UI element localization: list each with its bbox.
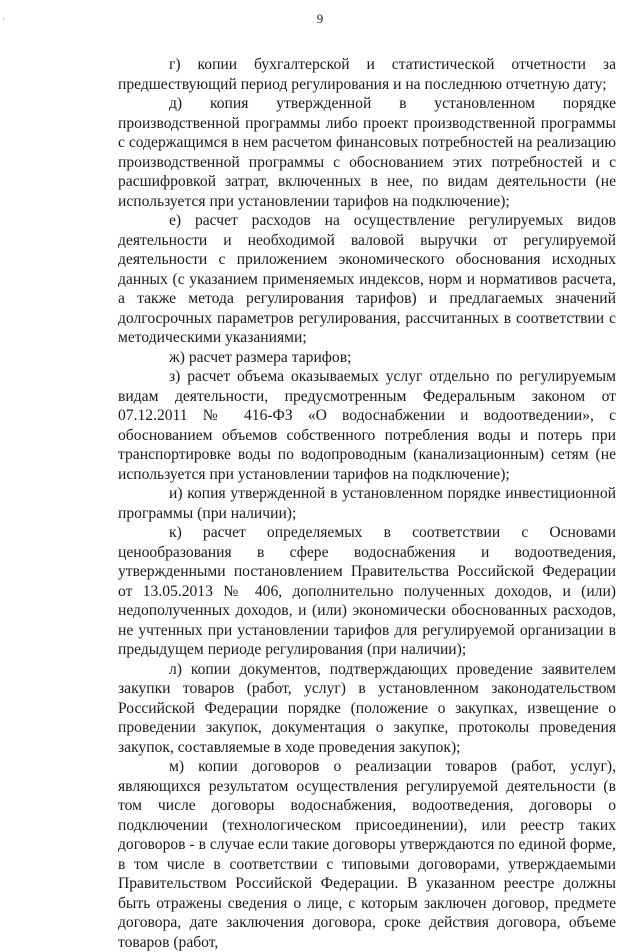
paragraph-g: г) копии бухгалтерской и статистической отчетности за предшествующий период регулирования и на последнюю отчетную дату; xyxy=(118,56,616,93)
paragraph-k: к) расчет определяемых в соответствии с Основами ценообразования в сфере водоснабжения и водоотведения, утвержденными постановлением Правительства Российской Федерации от 13.05.2013 № 406, дополнительно полученных доходов, и (или) недополученных доходов, и (или) экономически обоснованных расходов, не учтенных при установлении тарифов для регулируемой организации в предыдущем периоде регулирования (при наличии); xyxy=(118,524,616,658)
scan-mark: · xyxy=(2,14,5,24)
paragraph-d: д) копия утвержденной в установленном порядке производственной программы либо проект производственной программы с содержащимся в нем расчетом финансовых потребностей на реализацию производственной программы с обоснованием этих потребностей и с расшифровкой затрат, включенных в нее, по видам деятельности (не используется при установлении тарифов на подключение); xyxy=(118,95,616,210)
paragraph-i: и) копия утвержденной в установленном порядке инвестиционной программы (при наличии); xyxy=(118,485,616,522)
paragraph-z: з) расчет объема оказываемых услуг отдельно по регулируемым видам деятельности, предусмотренным Федеральным законом от 07.12.2011 № 416-ФЗ «О водоснабжении и водоотведении», с обоснованием объемов собственного потребления воды и потерь при транспортировке воды по водопроводным (канализационным) сетям (не используется при установлении тарифов на подключение); xyxy=(118,368,616,483)
paragraph-zh: ж) расчет размера тарифов; xyxy=(169,348,352,366)
paragraph-m: м) копии договоров о реализации товаров (работ, услуг), являющихся результатом осуществления регулируемой деятельности (в том числе договоры водоснабжения, водоотведения, договоры о подключении (технологическом присоединении), или реестр таких договоров - в случае если такие договоры утверждаются по единой форме, в том числе в соответствии с типовыми договорами, утверждаемыми Правительством Российской Федерации. В указанном реестре должны быть отражены сведения о лице, с которым заключен договор, предмете договора, дате заключения договора, сроке действия договора, объеме товаров (работ, xyxy=(118,758,616,951)
page-number: 9 xyxy=(316,11,324,26)
paragraph-l: л) копии документов, подтверждающих проведение заявителем закупки товаров (работ, услуг) в установленном законодательством Российской Федерации порядке (положение о закупках, извещение о проведении закупок, документация о закупке, протоколы проведения закупок, составляемые в ходе проведения закупок); xyxy=(118,660,616,756)
document-body xyxy=(118,55,616,952)
paragraph-e: е) расчет расходов на осуществление регулируемых видов деятельности и необходимой валовой выручки от регулируемой деятельности с приложением экономического обоснования исходных данных (с указанием применяемых индексов, норм и нормативов расчета, а также метода регулирования тарифов) и предлагаемых значений долгосрочных параметров регулирования, рассчитанных в соответствии с методическими указаниями; xyxy=(118,212,616,346)
